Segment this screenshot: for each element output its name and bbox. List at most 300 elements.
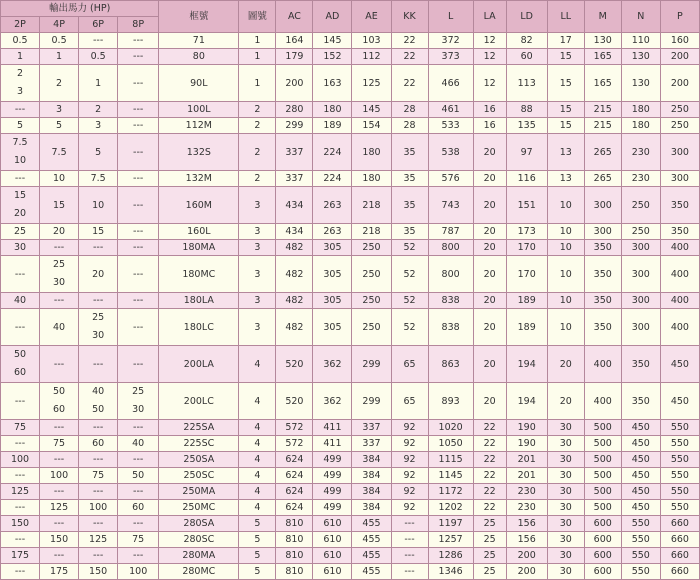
hp-8p-cell (118, 187, 159, 224)
hp-2p-cell (1, 452, 40, 468)
ld-cell: 194 (506, 346, 547, 383)
hp-4p-cell (40, 134, 79, 171)
m-cell: 500 (584, 452, 621, 468)
l-cell: 1145 (428, 468, 473, 484)
frame-cell: 250MC (159, 500, 239, 516)
ae-cell: 180 (352, 171, 391, 187)
p-cell: 300 (660, 134, 699, 171)
ll-cell: 30 (547, 468, 584, 484)
hp-value: --- (133, 199, 144, 211)
fig-cell: 4 (239, 420, 276, 436)
kk-cell: --- (391, 548, 428, 564)
ac-cell: 434 (276, 187, 313, 224)
hp-value: 7.5 (12, 137, 28, 148)
p-cell: 400 (660, 293, 699, 309)
table-row (1, 548, 700, 564)
hp-value: --- (53, 358, 65, 370)
col-header-ac: AC (276, 1, 313, 33)
ae-cell: 218 (352, 224, 391, 240)
hp-6p-cell (79, 33, 118, 49)
ll-cell: 15 (547, 118, 584, 134)
kk-cell: 22 (391, 33, 428, 49)
ac-cell: 434 (276, 224, 313, 240)
table-row (1, 420, 700, 436)
table-row (1, 309, 700, 346)
hp-value: --- (53, 454, 65, 465)
la-cell: 25 (473, 516, 506, 532)
ld-cell: 170 (506, 240, 547, 256)
ae-cell: 384 (352, 500, 391, 516)
hp-2p-cell (1, 532, 40, 548)
table-row (1, 468, 700, 484)
hp-value: 25 (132, 386, 145, 397)
hp-6p-cell (79, 240, 118, 256)
l-cell: 1050 (428, 436, 473, 452)
hp-value: 40 (132, 438, 145, 449)
ad-cell: 263 (313, 224, 352, 240)
ld-cell: 97 (506, 134, 547, 171)
hp-value: --- (92, 35, 104, 46)
hp-2p-cell (1, 293, 40, 309)
hp-8p-cell (118, 256, 159, 293)
ae-cell: 180 (352, 134, 391, 171)
hp-2p-cell (1, 118, 40, 134)
la-cell: 20 (473, 240, 506, 256)
hp-4p-cell (40, 102, 79, 118)
ad-cell: 499 (313, 468, 352, 484)
hp-8p-cell (118, 484, 159, 500)
ld-cell: 116 (506, 171, 547, 187)
hp-value: 30 (132, 404, 145, 415)
hp-value: 25 (92, 312, 105, 323)
ac-cell: 520 (276, 383, 313, 420)
la-cell: 20 (473, 224, 506, 240)
hp-value: 5 (17, 120, 24, 131)
hp-6p-cell (79, 564, 118, 580)
hp-4p-cell (40, 309, 79, 346)
kk-cell: 28 (391, 102, 428, 118)
hp-6p-cell (79, 49, 118, 65)
n-cell: 180 (621, 118, 660, 134)
p-cell: 660 (660, 532, 699, 548)
frame-cell: 280SA (159, 516, 239, 532)
hp-2p-cell (1, 383, 40, 420)
ac-cell: 337 (276, 134, 313, 171)
ad-cell: 224 (313, 134, 352, 171)
m-cell: 500 (584, 420, 621, 436)
hp-value: 1 (95, 77, 102, 89)
ld-cell: 88 (506, 102, 547, 118)
ae-cell: 384 (352, 452, 391, 468)
ld-cell: 230 (506, 484, 547, 500)
p-cell: 200 (660, 65, 699, 102)
la-cell: 16 (473, 118, 506, 134)
hp-value: --- (133, 518, 144, 529)
hp-6p-cell (79, 383, 118, 420)
hp-6p-cell (79, 118, 118, 134)
ac-cell: 572 (276, 436, 313, 452)
hp-value: --- (14, 268, 26, 280)
la-cell: 12 (473, 49, 506, 65)
hp-2p-cell (1, 436, 40, 452)
hp-value: 2 (95, 104, 102, 115)
hp-value: 60 (132, 502, 145, 513)
m-cell: 165 (584, 65, 621, 102)
m-cell: 350 (584, 309, 621, 346)
m-cell: 600 (584, 564, 621, 580)
hp-8p-cell (118, 118, 159, 134)
la-cell: 20 (473, 383, 506, 420)
frame-cell: 80 (159, 49, 239, 65)
col-header-ae: AE (352, 1, 391, 33)
la-cell: 20 (473, 187, 506, 224)
p-cell: 660 (660, 564, 699, 580)
hp-4p-cell (40, 383, 79, 420)
fig-cell: 3 (239, 240, 276, 256)
hp-value: --- (14, 173, 26, 184)
fig-cell: 4 (239, 383, 276, 420)
frame-cell: 250MA (159, 484, 239, 500)
p-cell: 300 (660, 171, 699, 187)
p-cell: 550 (660, 436, 699, 452)
hp-value: 30 (53, 277, 66, 288)
hp-value: --- (92, 242, 104, 253)
hp-value: 5 (95, 146, 102, 158)
kk-cell: 92 (391, 484, 428, 500)
hp-value: --- (53, 295, 65, 306)
hp-value: --- (92, 295, 104, 306)
frame-cell: 280SC (159, 532, 239, 548)
hp-4p-cell (40, 224, 79, 240)
p-cell: 550 (660, 500, 699, 516)
ll-cell: 15 (547, 65, 584, 102)
ld-cell: 156 (506, 532, 547, 548)
hp-value: 20 (53, 226, 66, 237)
fig-cell: 4 (239, 468, 276, 484)
fig-cell: 2 (239, 134, 276, 171)
l-cell: 893 (428, 383, 473, 420)
col-header-frame: 框號 (159, 1, 239, 33)
n-cell: 450 (621, 468, 660, 484)
fig-cell: 4 (239, 346, 276, 383)
ad-cell: 180 (313, 102, 352, 118)
header-row-top (1, 1, 700, 17)
col-header-4p: 4P (40, 17, 79, 33)
la-cell: 22 (473, 484, 506, 500)
col-header-la: LA (473, 1, 506, 33)
hp-value: --- (133, 486, 144, 497)
hp-8p-cell (118, 500, 159, 516)
n-cell: 300 (621, 256, 660, 293)
hp-value: 30 (13, 242, 27, 253)
hp-value: 150 (10, 518, 30, 529)
kk-cell: 92 (391, 468, 428, 484)
m-cell: 600 (584, 516, 621, 532)
ac-cell: 520 (276, 346, 313, 383)
la-cell: 12 (473, 33, 506, 49)
la-cell: 22 (473, 452, 506, 468)
hp-value: 20 (13, 208, 27, 219)
ll-cell: 30 (547, 484, 584, 500)
frame-cell: 180MC (159, 256, 239, 293)
ll-cell: 30 (547, 564, 584, 580)
n-cell: 450 (621, 452, 660, 468)
ae-cell: 250 (352, 293, 391, 309)
la-cell: 25 (473, 532, 506, 548)
l-cell: 461 (428, 102, 473, 118)
m-cell: 600 (584, 548, 621, 564)
hp-value: --- (92, 358, 104, 370)
m-cell: 350 (584, 256, 621, 293)
ac-cell: 810 (276, 564, 313, 580)
hp-value: --- (53, 518, 65, 529)
m-cell: 400 (584, 346, 621, 383)
ad-cell: 411 (313, 420, 352, 436)
hp-value: --- (92, 422, 104, 433)
ae-cell: 337 (352, 436, 391, 452)
l-cell: 1202 (428, 500, 473, 516)
hp-value: 100 (89, 502, 108, 513)
n-cell: 450 (621, 436, 660, 452)
ld-cell: 200 (506, 548, 547, 564)
m-cell: 265 (584, 171, 621, 187)
kk-cell: 65 (391, 383, 428, 420)
m-cell: 215 (584, 102, 621, 118)
hp-value: --- (53, 550, 65, 561)
hp-6p-cell (79, 309, 118, 346)
ac-cell: 624 (276, 468, 313, 484)
p-cell: 400 (660, 256, 699, 293)
col-header-m: M (584, 1, 621, 33)
ac-cell: 810 (276, 516, 313, 532)
ad-cell: 499 (313, 484, 352, 500)
p-cell: 350 (660, 224, 699, 240)
hp-4p-cell (40, 452, 79, 468)
fig-cell: 3 (239, 187, 276, 224)
ld-cell: 190 (506, 420, 547, 436)
kk-cell: 92 (391, 500, 428, 516)
hp-6p-cell (79, 256, 118, 293)
ll-cell: 17 (547, 33, 584, 49)
hp-value: 7.5 (51, 146, 67, 158)
hp-value: --- (133, 104, 144, 115)
hp-value: --- (133, 422, 144, 433)
fig-cell: 2 (239, 102, 276, 118)
kk-cell: 22 (391, 49, 428, 65)
table-row (1, 484, 700, 500)
hp-8p-cell (118, 452, 159, 468)
hp-value: --- (133, 358, 144, 370)
hp-2p-cell (1, 171, 40, 187)
hp-8p-cell (118, 346, 159, 383)
hp-value: 50 (13, 349, 27, 360)
l-cell: 838 (428, 309, 473, 346)
ll-cell: 20 (547, 346, 584, 383)
table-row (1, 171, 700, 187)
col-header-n: N (621, 1, 660, 33)
hp-value: --- (92, 550, 104, 561)
ae-cell: 455 (352, 516, 391, 532)
n-cell: 550 (621, 516, 660, 532)
col-header-ad: AD (313, 1, 352, 33)
p-cell: 250 (660, 102, 699, 118)
ac-cell: 482 (276, 293, 313, 309)
kk-cell: 92 (391, 452, 428, 468)
col-header-p: P (660, 1, 699, 33)
ll-cell: 10 (547, 309, 584, 346)
hp-6p-cell (79, 134, 118, 171)
hp-value: 150 (89, 566, 108, 577)
kk-cell: 35 (391, 171, 428, 187)
m-cell: 350 (584, 293, 621, 309)
ad-cell: 145 (313, 33, 352, 49)
m-cell: 500 (584, 468, 621, 484)
ll-cell: 10 (547, 293, 584, 309)
hp-2p-cell (1, 468, 40, 484)
table-row (1, 65, 700, 102)
hp-value: 75 (132, 534, 145, 545)
ad-cell: 499 (313, 500, 352, 516)
hp-value: --- (14, 438, 26, 449)
hp-value: 100 (129, 566, 148, 577)
hp-6p-cell (79, 436, 118, 452)
hp-value: 3 (56, 104, 63, 115)
kk-cell: 35 (391, 187, 428, 224)
ld-cell: 201 (506, 452, 547, 468)
hp-2p-cell (1, 49, 40, 65)
n-cell: 230 (621, 134, 660, 171)
hp-6p-cell (79, 102, 118, 118)
hp-value: 125 (89, 534, 108, 545)
hp-value: --- (92, 454, 104, 465)
l-cell: 1257 (428, 532, 473, 548)
ad-cell: 610 (313, 548, 352, 564)
ac-cell: 482 (276, 240, 313, 256)
hp-value: --- (92, 486, 104, 497)
kk-cell: --- (391, 532, 428, 548)
ae-cell: 384 (352, 484, 391, 500)
hp-6p-cell (79, 65, 118, 102)
hp-value: 60 (13, 367, 27, 378)
hp-value: 150 (50, 534, 69, 545)
n-cell: 250 (621, 224, 660, 240)
col-header-2p: 2P (1, 17, 40, 33)
l-cell: 576 (428, 171, 473, 187)
frame-cell: 180LA (159, 293, 239, 309)
ae-cell: 337 (352, 420, 391, 436)
hp-value: --- (133, 120, 144, 131)
table-row (1, 383, 700, 420)
la-cell: 22 (473, 420, 506, 436)
l-cell: 787 (428, 224, 473, 240)
hp-2p-cell (1, 102, 40, 118)
p-cell: 160 (660, 33, 699, 49)
hp-value: 2 (56, 77, 63, 89)
ae-cell: 384 (352, 468, 391, 484)
ll-cell: 30 (547, 548, 584, 564)
hp-6p-cell (79, 500, 118, 516)
hp-value: --- (133, 321, 144, 333)
table-row (1, 516, 700, 532)
hp-value: 40 (53, 321, 66, 333)
hp-value: 15 (53, 199, 66, 211)
l-cell: 863 (428, 346, 473, 383)
table-row (1, 187, 700, 224)
ae-cell: 112 (352, 49, 391, 65)
hp-value: --- (14, 321, 26, 333)
hp-value: --- (133, 454, 144, 465)
n-cell: 450 (621, 500, 660, 516)
kk-cell: 35 (391, 134, 428, 171)
hp-value: --- (14, 395, 26, 407)
hp-value: 125 (50, 502, 69, 513)
hp-value: 7.5 (90, 173, 106, 184)
kk-cell: --- (391, 564, 428, 580)
hp-6p-cell (79, 452, 118, 468)
n-cell: 350 (621, 346, 660, 383)
hp-6p-cell (79, 187, 118, 224)
hp-8p-cell (118, 49, 159, 65)
ac-cell: 482 (276, 256, 313, 293)
hp-8p-cell (118, 240, 159, 256)
hp-2p-cell (1, 134, 40, 171)
hp-2p-cell (1, 65, 40, 102)
hp-value: --- (53, 422, 65, 433)
hp-4p-cell (40, 65, 79, 102)
ac-cell: 179 (276, 49, 313, 65)
table-row (1, 500, 700, 516)
n-cell: 550 (621, 532, 660, 548)
frame-cell: 180LC (159, 309, 239, 346)
table-body (1, 33, 700, 580)
kk-cell: 52 (391, 293, 428, 309)
col-header-6p: 6P (79, 17, 118, 33)
l-cell: 533 (428, 118, 473, 134)
hp-value: 15 (13, 190, 27, 201)
ld-cell: 201 (506, 468, 547, 484)
n-cell: 450 (621, 484, 660, 500)
hp-6p-cell (79, 484, 118, 500)
kk-cell: 92 (391, 436, 428, 452)
hp-value: 60 (53, 404, 66, 415)
hp-4p-cell (40, 118, 79, 134)
table-row (1, 436, 700, 452)
fig-cell: 3 (239, 309, 276, 346)
n-cell: 230 (621, 171, 660, 187)
m-cell: 600 (584, 532, 621, 548)
hp-value: --- (14, 534, 26, 545)
ld-cell: 170 (506, 256, 547, 293)
hp-value: 50 (132, 470, 145, 481)
hp-value: 175 (50, 566, 69, 577)
hp-value: 2 (17, 68, 24, 79)
frame-cell: 100L (159, 102, 239, 118)
frame-cell: 225SC (159, 436, 239, 452)
frame-cell: 180MA (159, 240, 239, 256)
hp-2p-cell (1, 516, 40, 532)
p-cell: 450 (660, 346, 699, 383)
m-cell: 300 (584, 224, 621, 240)
m-cell: 500 (584, 500, 621, 516)
hp-8p-cell (118, 102, 159, 118)
col-header-kk: KK (391, 1, 428, 33)
hp-value: 1 (17, 51, 24, 62)
hp-value: --- (133, 268, 144, 280)
ld-cell: 194 (506, 383, 547, 420)
hp-value: 5 (56, 120, 63, 131)
kk-cell: 92 (391, 420, 428, 436)
hp-value: 100 (10, 454, 30, 465)
